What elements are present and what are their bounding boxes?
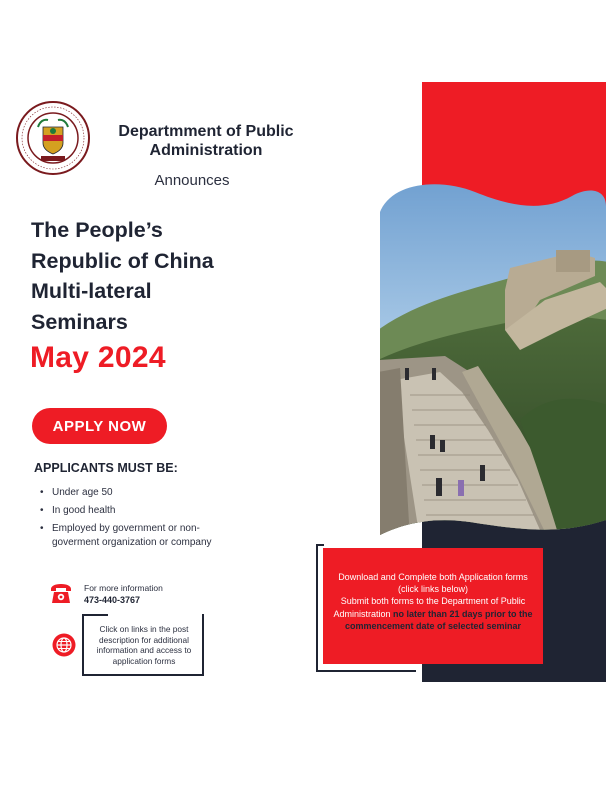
announces-text: Announces <box>154 172 230 189</box>
great-wall-photo <box>378 176 608 540</box>
headline-line-2: Republic of China <box>31 248 214 273</box>
apply-now-button[interactable]: APPLY NOW <box>32 408 167 444</box>
seminar-date: May 2024 <box>30 341 166 374</box>
more-info-label: For more information <box>84 583 163 593</box>
globe-icon <box>52 633 76 657</box>
requirement-item: • Employed by government or non-goverment organization or company <box>38 522 238 550</box>
instructions-submit: Submit both forms to the Department of Public Administration <box>333 596 526 619</box>
requirements-title: APPLICANTS MUST BE: <box>34 461 178 475</box>
requirement-item: • Under age 50 <box>38 486 238 500</box>
grenada-public-service-seal <box>16 101 90 175</box>
instructions-frame-bottom <box>316 670 416 672</box>
headline <box>31 215 291 337</box>
links-note-text: Click on links in the post description for additional information and access to application forms <box>96 624 192 666</box>
requirements-list <box>38 486 238 554</box>
department-name: Departmment of Public Administration <box>118 123 294 159</box>
instructions-download: Download and Complete both Application forms (click links below) <box>338 572 528 595</box>
headline-line-3: Multi-lateral <box>31 279 152 303</box>
links-note-box <box>82 614 204 676</box>
instructions-deadline: no later than 21 days prior to the commencement date of selected seminar <box>344 608 533 631</box>
instructions-box <box>323 548 543 664</box>
headline-line-1: The People’s <box>31 218 163 242</box>
requirement-item: • In good health <box>38 504 238 518</box>
phone-number[interactable]: 473-440-3767 <box>84 595 141 605</box>
headline-line-4: Seminars <box>31 309 128 334</box>
phone-icon <box>49 583 73 605</box>
